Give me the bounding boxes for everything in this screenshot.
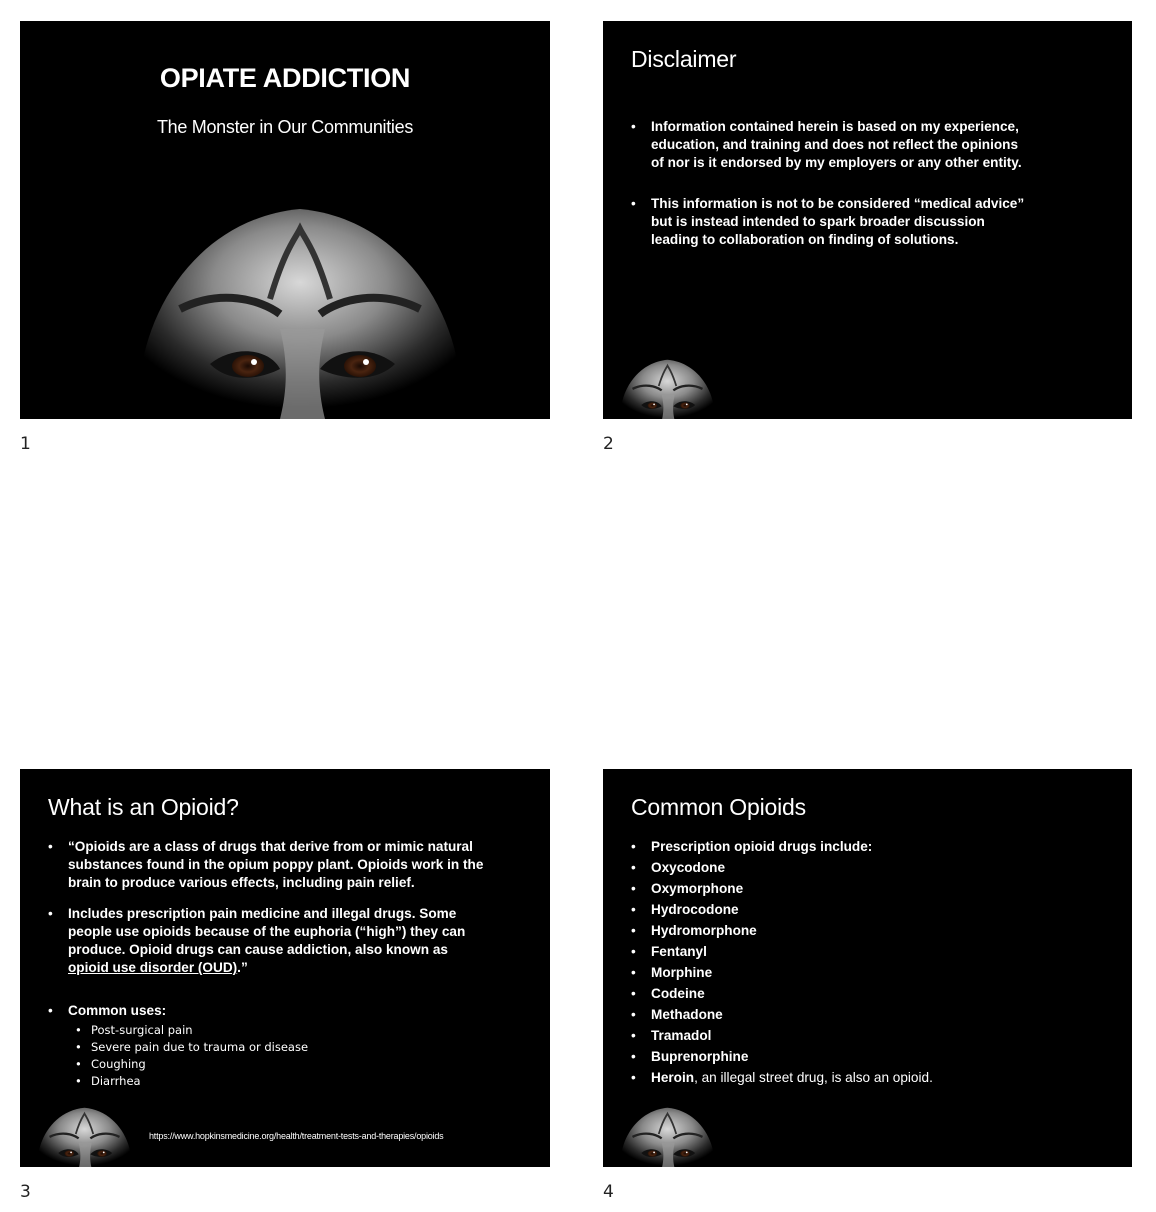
bullet-text: Includes prescription pain medicine and illegal drugs. Some people use opioids because of the euphoria (“high”) they can produce. Opioid drugs can cause addiction, also known as <box>68 906 466 957</box>
slide-1[interactable] <box>20 21 550 419</box>
slide-title: What is an Opioid? <box>48 794 239 820</box>
list-item: • Oxycodone <box>631 859 1071 877</box>
face-image <box>615 351 720 419</box>
list-item: • Hydromorphone <box>631 922 1071 940</box>
list-item: • Oxymorphone <box>631 880 1071 898</box>
bullet-item: • Information contained herein is based on my experience, education, and training and does not reflect the opinions of nor is it endorsed by my employers or any other entity. <box>631 118 1031 172</box>
source-link[interactable]: https://www.hopkinsmedicine.org/health/treatment-tests-and-therapies/opioids <box>149 1131 444 1141</box>
face-image <box>32 1099 137 1167</box>
bullet-item: • This information is not to be considered “medical advice” but is instead intended to spark broader discussion leading to collaboration on finding of solutions. <box>631 195 1031 249</box>
slide-2[interactable] <box>603 21 1132 419</box>
common-uses-label: Common uses: <box>68 1003 167 1018</box>
list-item: • Hydrocodone <box>631 901 1071 919</box>
list-item: • Morphine <box>631 964 1071 982</box>
slide-3[interactable] <box>20 769 550 1167</box>
list-item: • Tramadol <box>631 1027 1071 1045</box>
list-item: • Fentanyl <box>631 943 1071 961</box>
oud-link[interactable]: opioid use disorder (OUD) <box>68 960 238 975</box>
bullet-item <box>48 1002 488 1090</box>
slide-title: OPIATE ADDICTION <box>159 63 411 93</box>
list-item: • Coughing <box>68 1056 488 1073</box>
slide-title: Disclaimer <box>631 46 737 72</box>
slide-number: 1 <box>20 434 31 454</box>
list-item: • Severe pain due to trauma or disease <box>68 1039 488 1056</box>
face-image <box>615 1099 720 1167</box>
list-item: • Post-surgical pain <box>68 1022 488 1039</box>
slide-subtitle: The Monster in Our Communities <box>156 117 414 137</box>
list-item: • Methadone <box>631 1006 1071 1024</box>
slide-title: Common Opioids <box>631 794 806 820</box>
slide-number: 3 <box>20 1182 31 1202</box>
slide-number: 2 <box>603 434 614 454</box>
list-item: • Buprenorphine <box>631 1048 1071 1066</box>
heroin-rest: , an illegal street drug, is also an opioid. <box>694 1070 933 1085</box>
heroin-bold: Heroin <box>651 1070 695 1085</box>
face-image <box>115 179 485 419</box>
list-item: • Diarrhea <box>68 1073 488 1090</box>
bullet-item: • “Opioids are a class of drugs that derive from or mimic natural substances found in the opium poppy plant. Opioids work in the brain to produce various effects, including pain relief. <box>48 838 488 892</box>
slide-4[interactable] <box>603 769 1132 1167</box>
bullet-item <box>48 905 488 977</box>
list-item <box>631 1069 1071 1087</box>
list-item: • Codeine <box>631 985 1071 1003</box>
bullet-item: • Prescription opioid drugs include: <box>631 838 1071 856</box>
bullet-text-end: .” <box>237 960 248 975</box>
slide-number: 4 <box>603 1182 614 1202</box>
